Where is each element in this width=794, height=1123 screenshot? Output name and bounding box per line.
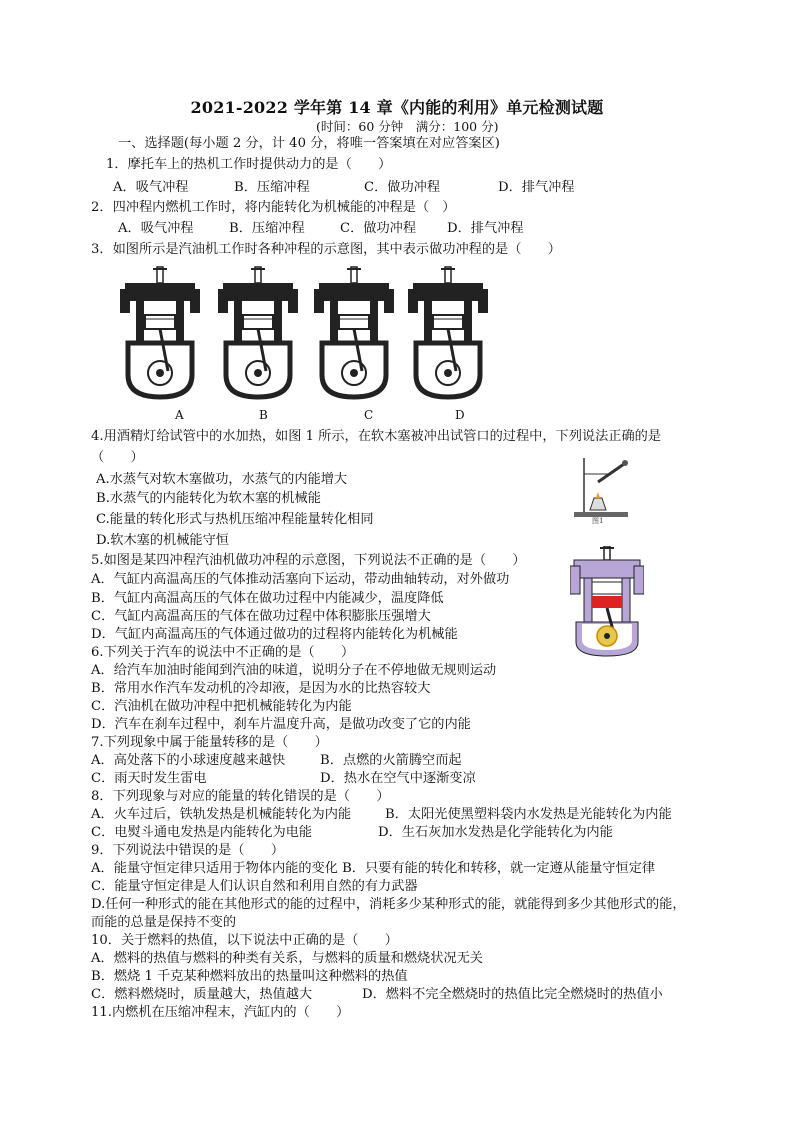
engine-strokes-figure: [118, 265, 498, 415]
q1-option-b: B．压缩冲程: [234, 180, 310, 195]
q6-option-b: B．常用水作汽车发动机的冷却液，是因为水的比热容较大: [91, 681, 431, 696]
q7-option-c: C．雨天时发生雷电: [91, 771, 207, 786]
q2-option-b: B．压缩冲程: [229, 221, 305, 236]
q1-option-d: D．排气冲程: [498, 180, 575, 195]
q9-option-d-line1: D.任何一种形式的能在其他形式的能的过程中，消耗多少某种形式的能，就能得到多少其他形式的能，: [91, 897, 686, 912]
q4-option-a: A.水蒸气对软木塞做功，水蒸气的内能增大: [96, 472, 348, 487]
q4-stem: 4.用酒精灯给试管中的水加热，如图 1 所示，在软木塞被冲出试管口的过程中，下列说法正确的是: [91, 429, 662, 444]
q10-stem: 10．关于燃料的热值，以下说法中正确的是（ ）: [91, 933, 398, 948]
engine-b-icon: [218, 267, 298, 397]
q4-option-b: B.水蒸气的内能转化为软木塞的机械能: [96, 491, 321, 506]
q8-option-b: B．太阳光使黑塑料袋内水发热是光能转化为内能: [385, 807, 672, 822]
q1-option-c: C．做功冲程: [364, 180, 441, 195]
q10-option-a: A．燃料的热值与燃料的种类有关系，与燃料的质量和燃烧状况无关: [91, 951, 483, 966]
q11-stem: 11.内燃机在压缩冲程末，汽缸内的（ ）: [91, 1005, 350, 1020]
power-stroke-figure: [570, 546, 644, 658]
q2-option-c: C．做功冲程: [340, 221, 417, 236]
q7-option-b: B．点燃的火箭腾空而起: [320, 753, 462, 768]
q2-option-d: D．排气冲程: [447, 221, 524, 236]
engine-label-d: D: [455, 408, 465, 422]
engine-label-a: A: [175, 408, 184, 422]
q9-option-c: C．能量守恒定律是人们认识自然和利用自然的有力武器: [91, 879, 418, 894]
q10-option-b: B．燃烧 1 千克某种燃料放出的热量叫这种燃料的热值: [91, 969, 408, 984]
q4-paren: （ ）: [91, 450, 144, 465]
engine-a-icon: [120, 267, 200, 397]
q2-stem: 2．四冲程内燃机工作时，将内能转化为机械能的冲程是（ ）: [91, 200, 456, 215]
fig1-label: 图1: [592, 517, 604, 524]
engine-label-c: C: [364, 408, 374, 422]
q5-option-a: A．气缸内高温高压的气体推动活塞向下运动，带动曲轴转动，对外做功: [91, 572, 510, 587]
q8-option-a: A．火车过后，铁轨发热是机械能转化为内能: [91, 807, 352, 822]
q9-option-d-line2: 而能的总量是保持不变的: [91, 915, 237, 930]
engine-d-icon: [408, 267, 488, 397]
q1-stem: 1．摩托车上的热机工作时提供动力的是（ ）: [106, 157, 392, 172]
q6-option-a: A．给汽车加油时能闻到汽油的味道，说明分子在不停地做无规则运动: [91, 663, 497, 678]
test-tube-figure: [572, 452, 632, 524]
q7-option-a: A．高处落下的小球速度越来越快: [91, 753, 286, 768]
q3-stem: 3．如图所示是汽油机工作时各种冲程的示意图，其中表示做功冲程的是（ ）: [91, 242, 561, 257]
q5-option-c: C．气缸内高温高压的气体在做功过程中体积膨胀压强增大: [91, 609, 431, 624]
q5-option-b: B．气缸内高温高压的气体在做功过程中内能减少，温度降低: [91, 591, 444, 606]
q8-option-c: C．电熨斗通电发热是内能转化为电能: [91, 825, 313, 840]
q7-option-d: D．热水在空气中逐渐变凉: [320, 771, 476, 786]
q10-option-c: C．燃料燃烧时，质量越大，热值越大: [91, 987, 313, 1002]
q5-option-d: D．气缸内高温高压的气体通过做功的过程将内能转化为机械能: [91, 627, 458, 642]
q6-option-c: C．汽油机在做功冲程中把机械能转化为内能: [91, 699, 352, 714]
q6-option-d: D．汽车在刹车过程中，刹车片温度升高，是做功改变了它的内能: [91, 717, 471, 732]
q8-stem: 8．下列现象与对应的能量的转化错误的是（ ）: [91, 789, 390, 804]
q7-stem: 7.下列现象中属于能量转移的是（ ）: [91, 735, 328, 750]
q2-option-a: A．吸气冲程: [118, 221, 194, 236]
q4-option-c: C.能量的转化形式与热机压缩冲程能量转化相同: [96, 512, 374, 527]
page-subtitle: (时间：60 分钟 满分：100 分): [316, 119, 499, 134]
q9-stem: 9．下列说法中错误的是（ ）: [91, 843, 285, 858]
engine-c-icon: [314, 267, 394, 397]
q6-stem: 6.下列关于汽车的说法中不正确的是（ ）: [91, 645, 355, 660]
q8-option-d: D．生石灰加水发热是化学能转化为内能: [378, 825, 613, 840]
q10-option-d: D．燃料不完全燃烧时的热值比完全燃烧时的热值小: [362, 987, 663, 1002]
q5-stem: 5.如图是某四冲程汽油机做功冲程的示意图，下列说法不正确的是（ ）: [91, 553, 526, 568]
q9-option-ab: A．能量守恒定律只适用于物体内能的变化 B．只要有能的转化和转移，就一定遵从能量守恒定律: [91, 861, 656, 876]
q1-option-a: A．吸气冲程: [113, 180, 189, 195]
q4-option-d: D.软木塞的机械能守恒: [96, 533, 229, 548]
section-heading: 一、选择题(每小题 2 分，计 40 分，将唯一答案填在对应答案区): [118, 136, 500, 151]
engine-label-b: B: [259, 408, 268, 422]
page-title: 2021-2022 学年第 14 章《内能的利用》单元检测试题: [190, 98, 604, 117]
